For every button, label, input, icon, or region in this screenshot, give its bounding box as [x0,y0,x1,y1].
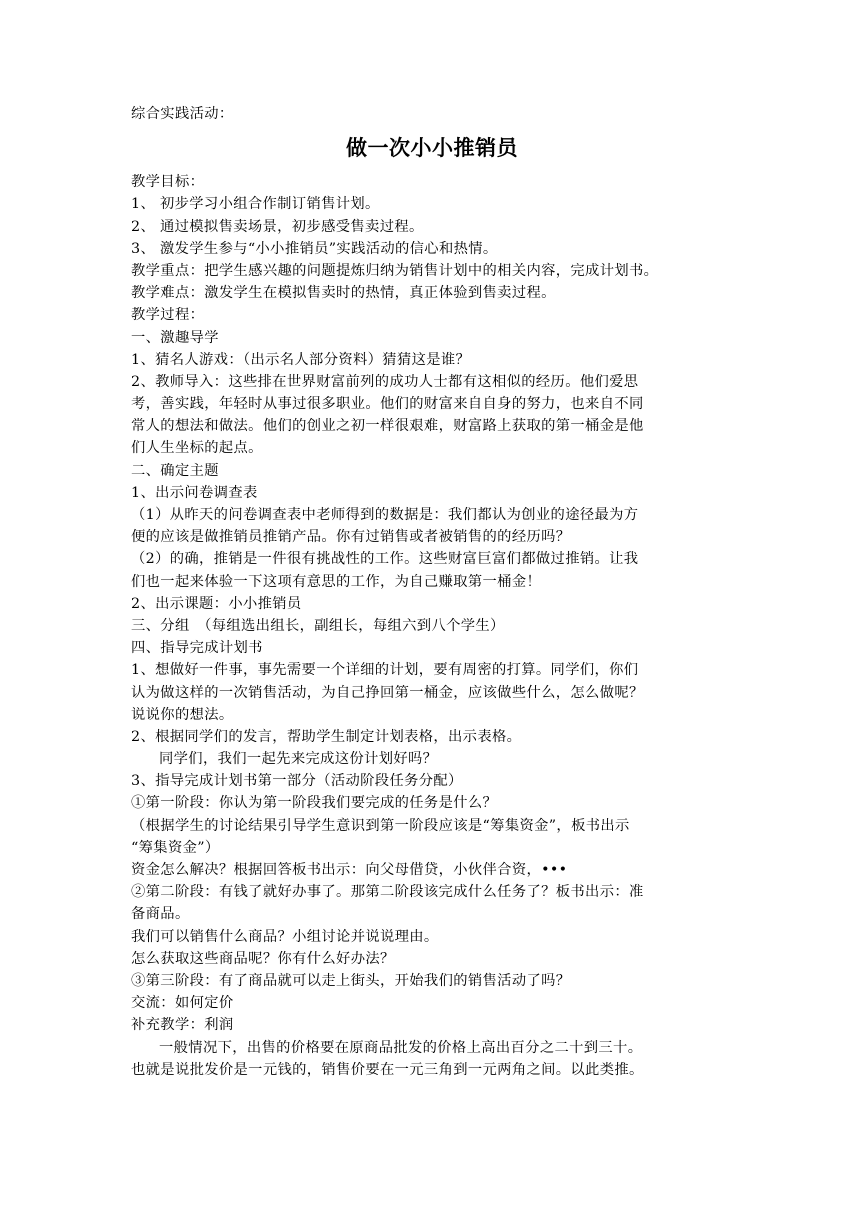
text-line: 四、指导完成计划书 [131,640,263,657]
text-line: ③第三阶段：有了商品就可以走上街头，开始我们的销售活动了吗？ [131,972,571,989]
text-line: 1、猜名人游戏：（出示名人部分资料）猜猜这是谁？ [131,351,471,368]
text-line: 认为做这样的一次销售活动，为自己挣回第一桶金，应该做些什么，怎么做呢？ [131,684,644,701]
text-line: 补充教学：利润 [131,1017,234,1034]
text-line: 教学难点：激发学生在模拟售卖时的热情，真正体验到售卖过程。 [131,285,556,302]
text-line: 3、指导完成计划书第一部分（活动阶段任务分配） [131,773,463,790]
text-line: 便的应该是做推销员推销产品。你有过销售或者被销售的的经历吗？ [131,529,571,546]
text-line: 教学重点：把学生感兴趣的问题提炼归纳为销售计划中的相关内容，完成计划书。 [131,262,659,279]
text-line: 同学们，我们一起先来完成这份计划好吗？ [159,751,438,768]
text-line: “筹集资金”） [131,839,220,856]
text-line: 1、想做好一件事，事先需要一个详细的计划，要有周密的打算。同学们，你们 [131,662,639,679]
doc-title: 做一次小小推销员 [346,136,518,161]
text-line: 们人生坐标的起点。 [131,440,263,457]
text-line: （根据学生的讨论结果引导学生意识到第一阶段应该是“筹集资金”，板书出示 [131,817,630,834]
text-line: 2、 通过模拟售卖场景，初步感受售卖过程。 [131,218,424,235]
text-line: 也就是说批发价是一元钱的，销售价要在一元三角到一元两角之间。以此类推。 [131,1061,644,1078]
text-line: 二、确定主题 [131,462,219,479]
document-page [131,103,733,1081]
text-line: 1、出示问卷调查表 [131,484,258,501]
text-line: 2、教师导入：这些排在世界财富前列的成功人士都有这相似的经历。他们爱思 [131,373,639,390]
doc-body [131,171,733,1081]
text-line: 们也一起来体验一下这项有意思的工作，为自己赚取第一桶金！ [131,573,542,590]
text-line: ①第一阶段：你认为第一阶段我们要完成的任务是什么？ [131,795,498,812]
text-line: （2）的确，推销是一件很有挑战性的工作。这些财富巨富们都做过推销。让我 [131,551,639,568]
text-line: 考，善实践，年轻时从事过很多职业。他们的财富来自自身的努力，也来自不同 [131,396,644,413]
text-line: 怎么获取这些商品呢？你有什么好办法？ [131,950,395,967]
text-line: 一般情况下，出售的价格要在原商品批发的价格上高出百分之二十到三十。 [159,1039,643,1056]
text-line: 一、激趣导学 [131,329,219,346]
text-line: 说说你的想法。 [131,706,234,723]
text-line: 常人的想法和做法。他们的创业之初一样很艰难，财富路上获取的第一桶金是他 [131,418,644,435]
text-line: 资金怎么解决？根据回答板书出示：向父母借贷，小伙伴合资，••• [131,862,568,878]
text-line: ②第二阶段：有钱了就好办事了。那第二阶段该完成什么任务了？板书出示：准 [131,884,644,901]
text-line: 3、 激发学生参与“小小推销员”实践活动的信心和热情。 [131,240,498,257]
doc-header: 综合实践活动： [131,106,234,122]
text-line: 教学目标： [131,174,205,191]
text-line: 2、出示课题：小小推销员 [131,595,302,612]
text-line: 我们可以销售什么商品？小组讨论并说说理由。 [131,928,439,945]
text-line: 备商品。 [131,906,190,923]
text-line: 教学过程： [131,307,205,324]
text-line: 2、根据同学们的发言，帮助学生制定计划表格，出示表格。 [131,728,522,745]
text-line: 1、 初步学习小组合作制订销售计划。 [131,196,380,213]
text-line: （1）从昨天的问卷调查表中老师得到的数据是：我们都认为创业的途径最为方 [131,507,639,523]
text-line: 交流：如何定价 [131,995,234,1012]
text-line: 三、分组 （每组选出组长，副组长，每组六到八个学生） [131,617,505,634]
